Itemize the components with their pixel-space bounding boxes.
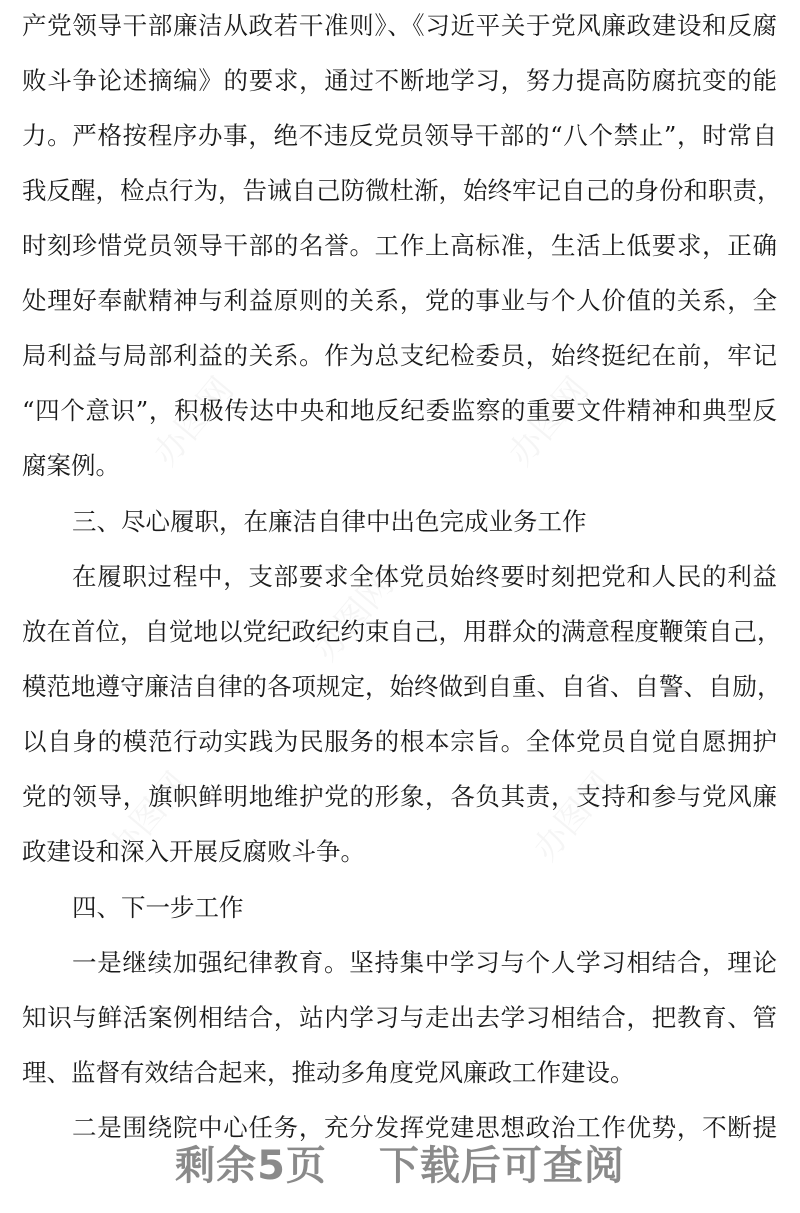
text-line: 腐案例。 [22, 451, 120, 480]
download-to-view-label: 下载后可查阅 [378, 1143, 625, 1189]
text-line: 放在首位，自觉地以党纪政纪约束自己，用群众的满意程度鞭策自己， [22, 617, 782, 646]
text-line: 局利益与局部利益的关系。作为总支纪检委员，始终挺纪在前，牢记 [22, 341, 777, 370]
text-line: 我反醒，检点行为，告诫自己防微杜渐，始终牢记自己的身份和职责， [22, 176, 782, 205]
text-line: 一是继续加强纪律教育。坚持集中学习与个人学习相结合，理论 [72, 948, 777, 977]
watermark: 办图网 [525, 764, 622, 869]
watermark: 办图网 [100, 764, 197, 869]
remaining-pages-label: 剩余5页 [175, 1143, 327, 1189]
text-line: 模范地遵守廉洁自律的各项规定，始终做到自重、自省、自警、自励， [22, 672, 782, 701]
text-line: 产党领导干部廉洁从政若干准则》、《习近平关于党风廉政建设和反腐 [22, 11, 777, 40]
text-line: 党的领导，旗帜鲜明地维护党的形象，各负其责，支持和参与党风廉 [22, 782, 777, 811]
text-line: 以自身的模范行动实践为民服务的根本宗旨。全体党员自觉自愿拥护 [22, 727, 777, 756]
text-line: 政建设和深入开展反腐败斗争。 [22, 837, 365, 866]
text-line: 败斗争论述摘编》的要求，通过不断地学习，努力提高防腐抗变的能 [22, 66, 777, 95]
text-line: 时刻珍惜党员领导干部的名誉。工作上高标准，生活上低要求，正确 [22, 231, 777, 260]
text-line: 处理好奉献精神与利益原则的关系，党的事业与个人价值的关系，全 [22, 286, 777, 315]
section-heading: 三、尽心履职，在廉洁自律中出色完成业务工作 [72, 507, 587, 536]
text-line: 在履职过程中，支部要求全体党员始终要时刻把党和人民的利益 [72, 562, 777, 591]
watermark: 办图网 [305, 564, 402, 669]
watermark: 办图网 [500, 369, 597, 474]
text-line: “四个意识”，积极传达中央和地反纪委监察的重要文件精神和典型反 [22, 396, 777, 425]
text-line: 知识与鲜活案例相结合，站内学习与走出去学习相结合，把教育、管 [22, 1003, 777, 1032]
text-line: 理、监督有效结合起来，推动多角度党风廉政工作建设。 [22, 1058, 635, 1087]
download-prompt-banner[interactable] [0, 1138, 800, 1194]
text-line: 二是围绕院中心任务，充分发挥党建思想政治工作优势，不断提 [72, 1113, 777, 1142]
text-line: 力。严格按程序办事，绝不违反党员领导干部的“八个禁止”，时常自 [22, 121, 777, 150]
watermark: 办图网 [145, 369, 242, 474]
section-heading: 四、下一步工作 [72, 893, 244, 922]
